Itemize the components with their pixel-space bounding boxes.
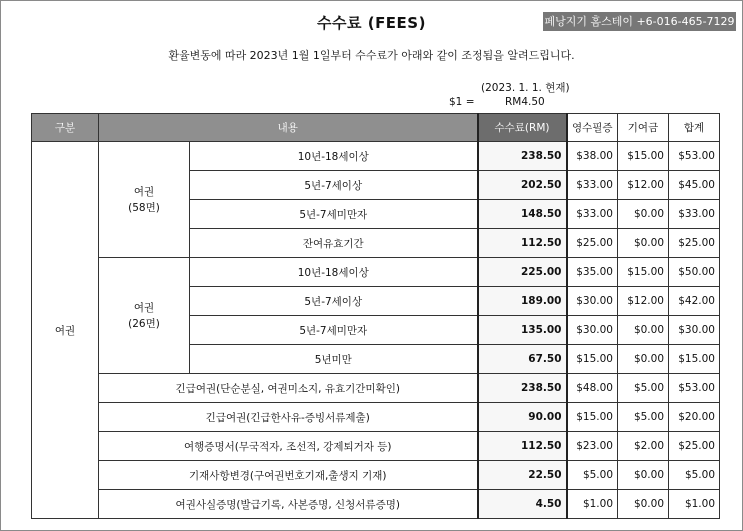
row-receipt: $30.00 bbox=[567, 287, 618, 316]
category-cell: 여권 bbox=[32, 142, 99, 519]
row-fee: 148.50 bbox=[478, 200, 567, 229]
table-row bbox=[32, 432, 720, 461]
row-receipt: $38.00 bbox=[567, 142, 618, 171]
table-row bbox=[32, 258, 720, 287]
notice-text: 환율변동에 따라 2023년 1월 1일부터 수수료가 아래와 같이 조정됨을 알려드립니다. bbox=[168, 49, 575, 62]
row-total: $20.00 bbox=[669, 403, 720, 432]
row-total: $42.00 bbox=[669, 287, 720, 316]
row-desc: 5년-7세미만자 bbox=[190, 316, 478, 345]
row-fee: 225.00 bbox=[478, 258, 567, 287]
row-desc: 5년-7세미만자 bbox=[190, 200, 478, 229]
row-receipt: $30.00 bbox=[567, 316, 618, 345]
row-total: $25.00 bbox=[669, 229, 720, 258]
row-contribution: $15.00 bbox=[618, 142, 669, 171]
row-contribution: $0.00 bbox=[618, 345, 669, 374]
exchange-rate-value: RM4.50 bbox=[505, 96, 545, 108]
row-fee: 135.00 bbox=[478, 316, 567, 345]
header-receipt: 영수필증 bbox=[567, 114, 618, 142]
row-receipt: $23.00 bbox=[567, 432, 618, 461]
row-desc: 5년-7세이상 bbox=[190, 171, 478, 200]
header-category: 구분 bbox=[32, 114, 99, 142]
header-content: 내용 bbox=[99, 114, 478, 142]
row-fee: 90.00 bbox=[478, 403, 567, 432]
page-title: 수수료 (FEES) bbox=[317, 14, 426, 32]
row-receipt: $15.00 bbox=[567, 345, 618, 374]
table-row bbox=[32, 490, 720, 519]
row-desc: 잔여유효기간 bbox=[190, 229, 478, 258]
row-total: $53.00 bbox=[669, 374, 720, 403]
row-desc: 긴급여권(긴급한사유-증빙서류제출) bbox=[99, 403, 478, 432]
row-fee: 67.50 bbox=[478, 345, 567, 374]
row-total: $53.00 bbox=[669, 142, 720, 171]
row-desc: 5년-7세이상 bbox=[190, 287, 478, 316]
row-contribution: $5.00 bbox=[618, 374, 669, 403]
row-total: $25.00 bbox=[669, 432, 720, 461]
row-contribution: $0.00 bbox=[618, 200, 669, 229]
row-desc: 10년-18세이상 bbox=[190, 258, 478, 287]
table-row bbox=[32, 374, 720, 403]
row-fee: 112.50 bbox=[478, 432, 567, 461]
row-receipt: $33.00 bbox=[567, 200, 618, 229]
table-row bbox=[32, 403, 720, 432]
header-total: 합계 bbox=[669, 114, 720, 142]
row-desc: 긴급여권(단순분실, 여권미소지, 유효기간미확인) bbox=[99, 374, 478, 403]
row-receipt: $5.00 bbox=[567, 461, 618, 490]
row-receipt: $15.00 bbox=[567, 403, 618, 432]
row-contribution: $2.00 bbox=[618, 432, 669, 461]
table-header-row bbox=[32, 114, 720, 142]
row-fee: 22.50 bbox=[478, 461, 567, 490]
table-row bbox=[32, 461, 720, 490]
group-pages: (26면) bbox=[128, 317, 160, 330]
row-contribution: $5.00 bbox=[618, 403, 669, 432]
group-cell bbox=[99, 142, 190, 258]
row-contribution: $0.00 bbox=[618, 316, 669, 345]
row-contribution: $12.00 bbox=[618, 287, 669, 316]
row-total: $30.00 bbox=[669, 316, 720, 345]
row-desc: 여행증명서(무국적자, 조선적, 강제퇴거자 등) bbox=[99, 432, 478, 461]
row-contribution: $0.00 bbox=[618, 229, 669, 258]
row-contribution: $0.00 bbox=[618, 490, 669, 519]
row-total: $45.00 bbox=[669, 171, 720, 200]
row-receipt: $33.00 bbox=[567, 171, 618, 200]
row-total: $15.00 bbox=[669, 345, 720, 374]
contact-badge: 페낭지기 홈스테이 +6-016-465-7129 bbox=[543, 12, 736, 31]
row-desc: 여권사실증명(발급기록, 사본증명, 신청서류증명) bbox=[99, 490, 478, 519]
row-receipt: $1.00 bbox=[567, 490, 618, 519]
row-receipt: $48.00 bbox=[567, 374, 618, 403]
row-contribution: $12.00 bbox=[618, 171, 669, 200]
row-receipt: $25.00 bbox=[567, 229, 618, 258]
as-of-date: (2023. 1. 1. 현재) bbox=[481, 82, 570, 94]
table-row bbox=[32, 142, 720, 171]
exchange-rate-label: $1 = bbox=[449, 96, 475, 108]
row-total: $5.00 bbox=[669, 461, 720, 490]
row-desc: 5년미만 bbox=[190, 345, 478, 374]
row-fee: 112.50 bbox=[478, 229, 567, 258]
row-fee: 238.50 bbox=[478, 374, 567, 403]
row-desc: 기재사항변경(구여권번호기재,출생지 기재) bbox=[99, 461, 478, 490]
row-fee: 238.50 bbox=[478, 142, 567, 171]
row-fee: 202.50 bbox=[478, 171, 567, 200]
group-pages: (58면) bbox=[128, 201, 160, 214]
row-contribution: $0.00 bbox=[618, 461, 669, 490]
row-total: $33.00 bbox=[669, 200, 720, 229]
row-fee: 4.50 bbox=[478, 490, 567, 519]
fees-table bbox=[31, 113, 720, 519]
row-total: $1.00 bbox=[669, 490, 720, 519]
header-fee: 수수료(RM) bbox=[478, 114, 567, 142]
group-name: 여권 bbox=[133, 301, 155, 314]
row-receipt: $35.00 bbox=[567, 258, 618, 287]
row-desc: 10년-18세이상 bbox=[190, 142, 478, 171]
group-name: 여권 bbox=[133, 185, 155, 198]
group-cell bbox=[99, 258, 190, 374]
header-contribution: 기여금 bbox=[618, 114, 669, 142]
row-total: $50.00 bbox=[669, 258, 720, 287]
row-contribution: $15.00 bbox=[618, 258, 669, 287]
row-fee: 189.00 bbox=[478, 287, 567, 316]
